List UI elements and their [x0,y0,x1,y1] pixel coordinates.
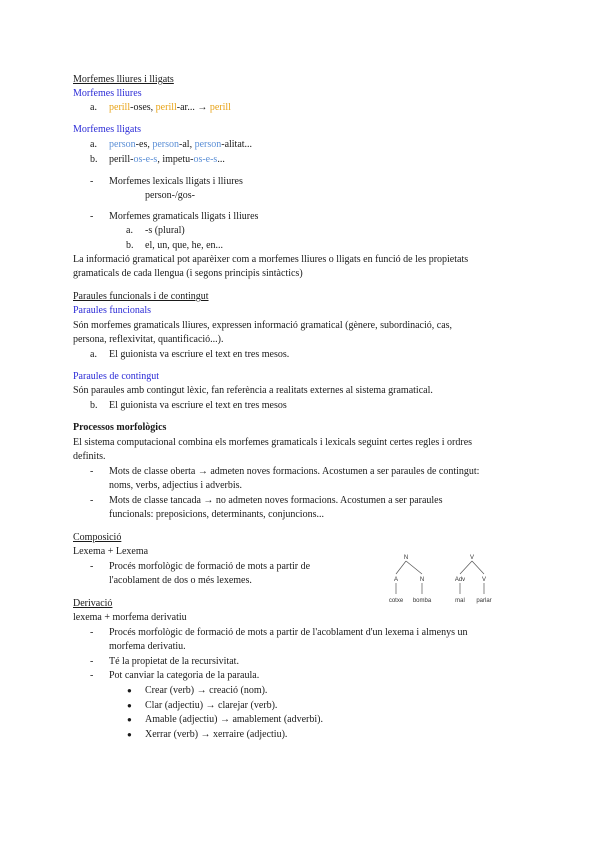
heading-morfemes-lligats: Morfemes lligats [73,124,142,135]
text-fragment: -alitat... [221,139,253,150]
list-marker: a. [90,349,97,360]
text-fragment: -oses, [130,102,156,113]
paragraph-line: persona, reflexivitat, quantificació...). [73,334,224,345]
tree-leaf: parlar [476,598,492,604]
paragraph-line: Són paraules amb contingut lèxic, fan referència a realitats externes al sistema gramatical. [73,385,433,396]
root-highlight: perill [109,102,131,113]
text-fragment: perill- [109,154,134,165]
section-title-paraules: Paraules funcionals i de contingut [73,291,209,302]
tree-node: V [481,577,487,583]
bullet-icon: ● [127,715,132,724]
text-fragment: -es, [135,139,153,150]
tree-edge [396,561,406,574]
list-marker: a. [126,225,133,236]
bullet-icon: ● [127,701,132,710]
tree-node: V [469,555,475,561]
heading-morfemes-lliures: Morfemes lliures [73,88,142,99]
text-fragment: , impetu- [157,154,194,165]
section-title-morfemes: Morfemes lliures i lligats [73,74,174,85]
example-lligats-b [109,153,225,166]
example-crear: Crear (verb) → creació (nom). [145,685,268,696]
tree-node: N [419,577,425,583]
root-highlight: person [152,139,180,150]
root-highlight: perill [209,102,231,113]
bullet-icon: ● [127,686,132,695]
item-composicio-cont: l'acoblament de dos o més lexemes. [109,575,252,586]
section-title-composicio: Composició [73,532,122,543]
suffix-highlight: os-e-s [193,154,218,165]
dash-marker: - [90,561,94,572]
tree-node: A [393,577,399,583]
root-highlight: person [194,139,222,150]
dash-marker: - [90,670,94,681]
dash-marker: - [90,211,94,222]
tree-leaf: cotxe [388,598,404,604]
tree-diagram-mal-parlar [442,550,502,606]
list-marker: b. [90,400,98,411]
tree-edge [406,561,422,574]
item-recursivitat: Té la propietat de la recursivitat. [109,656,239,667]
example-funcionals: El guionista va escriure el text en tres mesos. [109,349,290,360]
section-title-processos: Processos morfològics [73,422,167,433]
item-derivacio-cont: morfema derivatiu. [109,641,186,652]
item-derivacio: Procés morfològic de formació de mots a partir de l'acoblament d'un lexema i almenys un [109,627,468,638]
heading-paraules-contingut: Paraules de contingut [73,371,160,382]
item-classe-oberta: Mots de classe oberta → admeten noves formacions. Acostumen a ser paraules de contingut: [109,466,480,477]
item-gramaticals-a: -s (plural) [145,225,185,236]
example-contingut: El guionista va escriure el text en tres mesos [109,400,287,411]
text-fragment: -al, [179,139,195,150]
example-clar: Clar (adjectiu) → clarejar (verb). [145,700,278,711]
tree-leaf: mal [455,598,465,604]
paragraph-line: definits. [73,451,106,462]
item-classe-tancada: Mots de classe tancada → no admeten noves formacions. Acostumen a ser paraules [109,495,443,506]
list-marker: a. [90,102,97,113]
text-fragment: ... [217,154,225,165]
list-marker: b. [90,154,98,165]
item-lexicals-example: person-/gos- [145,190,195,201]
tree-diagram-cotxe-bomba [372,550,442,606]
heading-paraules-funcionals: Paraules funcionals [73,305,152,316]
dash-marker: - [90,656,94,667]
item-categoria: Pot canviar la categoria de la paraula. [109,670,260,681]
paragraph-line: Són morfemes gramaticals lliures, expressen informació gramatical (gènere, subordinació, cas, [73,320,453,331]
bullet-icon: ● [127,730,132,739]
root-highlight: person [109,139,136,150]
suffix-highlight: os-e-s [133,154,158,165]
example-lligats-a [109,138,252,151]
item-gramaticals: Morfemes gramaticals lligats i lliures [109,211,259,222]
tree-edge [460,561,472,574]
text-fragment: -ar... → [176,102,210,113]
tree-leaf: bomba [412,598,432,604]
item-classe-oberta-cont: noms, verbs, adjectius i adverbis. [109,480,243,491]
example-lliures [109,101,231,114]
list-marker: b. [126,240,134,251]
tree-node: N [403,555,409,561]
paragraph-line: El sistema computacional combina els morfemes gramaticals i lexicals seguint certes regles i ordres [73,437,473,448]
section-title-derivacio: Derivació [73,598,113,609]
example-amable: Amable (adjectiu) → amablement (adverbi). [145,714,323,725]
tree-edge [472,561,484,574]
formula-derivacio: lexema + morfema derivatiu [73,612,187,623]
dash-marker: - [90,466,94,477]
item-gramaticals-b: el, un, que, he, en... [145,240,224,251]
dash-marker: - [90,495,94,506]
item-composicio: Procés morfològic de formació de mots a partir de [109,561,311,572]
paragraph-line: gramaticals de cada llengua (i segons principis sintàctics) [73,268,303,279]
paragraph-line: La informació gramatical pot aparèixer com a morfemes lliures o lligats en funció de les propietats [73,254,469,265]
example-xerrar: Xerrar (verb) → xerraire (adjectiu). [145,729,288,740]
tree-node: Adv [454,577,466,583]
formula-composicio: Lexema + Lexema [73,546,149,557]
dash-marker: - [90,176,94,187]
item-lexicals: Morfemes lexicals lligats i lliures [109,176,243,187]
dash-marker: - [90,627,94,638]
item-classe-tancada-cont: funcionals: preposicions, determinants, conjuncions... [109,509,324,520]
list-marker: a. [90,139,97,150]
root-highlight: perill [155,102,177,113]
